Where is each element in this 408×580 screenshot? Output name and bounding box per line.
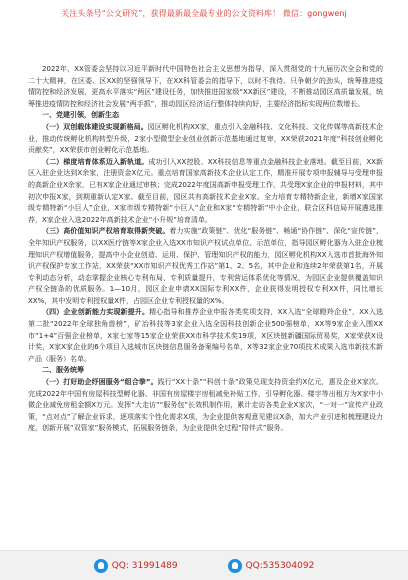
- paragraph-cultivation-title: （二）梯度培育体系迈入新轨道。: [42, 157, 149, 166]
- paragraph-incubation-text: 园区孵化机构XX家，重点引入金融科技、文化科技、文化传媒等高新技术企业，推动传统孵化机构转型升级，2家小型微型企业创业创新示范基地通过复审，XX荣获2021年度“科技创业孵化贡献奖”，XX荣获市创业孵化示范基地。: [28, 122, 384, 155]
- intro-paragraph: 2022年，XX管委会坚持以习近平新时代中国特色社会主义思想为指导，深入贯彻党的十九届历次全会和党的二十大精神，在区委、区XX的坚强领导下，在XX科管委会的指导下，以时不我待、只争朝夕的劲头，统筹推进疫情防控和经济发展，更高水平落实“两区”建设任务，加快推进国家级“XX新区”建设，不断推动园区高质量发展，统筹推进疫情防控和经济社会发展“两手抓”，推动园区经济运行整体持续向好，主要经济指标实现两位数增长。: [28, 65, 383, 108]
- qq-contact-2[interactable]: [228, 559, 315, 573]
- paragraph-innovation: [28, 307, 383, 365]
- document-body: [28, 64, 383, 435]
- promo-banner[interactable]: 关注头条号“公文研究”，获得最新最全最专业的公文资料库！ 微信：gongwenj: [61, 9, 347, 18]
- paragraph-cultivation-text: 成功引入XX控股、XX科技信息等重点金融科技企业落地。截至目前，XX新区入驻企业达到X余家，注册资金X亿元。重点培育国家高新技术企业认定工作，精准开展专项申报辅导与受理申报的高新企业X余家，已有X家企业通过审核；完成2022年度国高新申报受理工作，共受理X家企业的申报材料，其中初次申报X家，到期重新认定X家。截至目前，园区共有高新技术企业X家。全力培育专精特新企业，新增X家国家级专精特新“小巨人”企业，X家市级专精特新“小巨人”企业和X家“专精特新”中小企业，联合区科信局开展遴选推荐，X家企业入选2022年高新技术企业“小升规”培育清单。: [28, 157, 384, 224]
- section-heading-1: 一、党建引领，创新生态: [42, 111, 119, 120]
- qq-contact-1[interactable]: [94, 559, 178, 573]
- contact-footer: [0, 550, 408, 580]
- paragraph-service: [28, 377, 383, 435]
- paragraph-incubation: [28, 122, 383, 157]
- qq-icon: [228, 559, 242, 573]
- paragraph-cultivation: [28, 157, 383, 227]
- paragraph-ip-title: （三）高价值知识产权培育取得新突破。: [42, 227, 170, 236]
- paragraph-incubation-title: （一）双创载体建设实现新格局。: [42, 122, 148, 131]
- qq-number-1: QQ: 31991489: [111, 560, 178, 571]
- paragraph-ip-text: 着力实施“政策链”、优化“服务链”、畅通“协作链”、深化“宣传链”，全年知识产权服务，以XX医疗链等X家企业入选XX市知识产权试点单位、示范单位，指导园区孵化器为入驻企业梳理知识产权增值服务，提高中小企业创造、运用、保护、管理知识产权的能力，园区孵化机构XX入选市首批海外知识产权保护专家工作站，XX荣获“XX市知识产权优秀工作站”第1、2、5名，其中企业和连续2年荣获第1名，开展专利动态分析，动态掌握企业核心专利布局，专利质量提升，专利营运体系优化等情况，为园区企业提供覆盖知识产权全链条的优质服务。1—10月，园区企业申请XX国际专利XX件，企业获得发明授权专利XX件，同比增长XX%，其中发明专利授权量X件，占园区企业专利授权量的X%。: [28, 227, 383, 305]
- qq-icon: [94, 559, 108, 573]
- section-heading-2: 二、服务统筹: [42, 366, 84, 375]
- paragraph-service-text: 践行“XX十条”“科创十条”政策兑现支持资金约X亿元，惠及企业X家次。完成2022年中国有房屋科技型孵化器、非国有房屋楼宇房租减免补贴工作，引导孵化器、楼宇等出租方为X家中小微企业减免房租金额X万元。发挥“大走访”“服务包”长效机制作用，累计走访各类企业X家次，“一对一”宣传产业政策，“点对点”了解企业诉求，逐项落实个性化需求X项，为企业提供客观意见建议X条，加大产业引进和梳理建设力度，创新开展“双管家”服务模式，拓展服务链条，为企业提供全过程“陪伴式”服务。: [28, 378, 383, 433]
- paragraph-innovation-title: （四）企业创新能力实现新提升。: [42, 308, 150, 317]
- paragraph-service-title: （一）打好助企纾困服务“组合拳”。: [42, 378, 158, 387]
- paragraph-innovation-text: 精心指导和推荐企业申报各类奖项支持，XX入选“全球瞪羚企业”，XX入选第二批“2022年全球独角兽榜”，矿冶科技等3家企业入选全国科技创新企业500强榜单，XX等9家企业入围XX市“1+4”百强企业榜单，X家七家等15家企业荣获XX市科学技术奖19项，X区块链新疆国际贸易奖，X家荣获X设计奖，X家X家企业的6个项目入选城市区块链信息服务备案编号名单，X等32家企业70项技术成果入选市新技术新产品（服务）名单。: [28, 308, 384, 363]
- paragraph-ip: [28, 226, 383, 307]
- qq-number-2: QQ:535304092: [245, 560, 315, 571]
